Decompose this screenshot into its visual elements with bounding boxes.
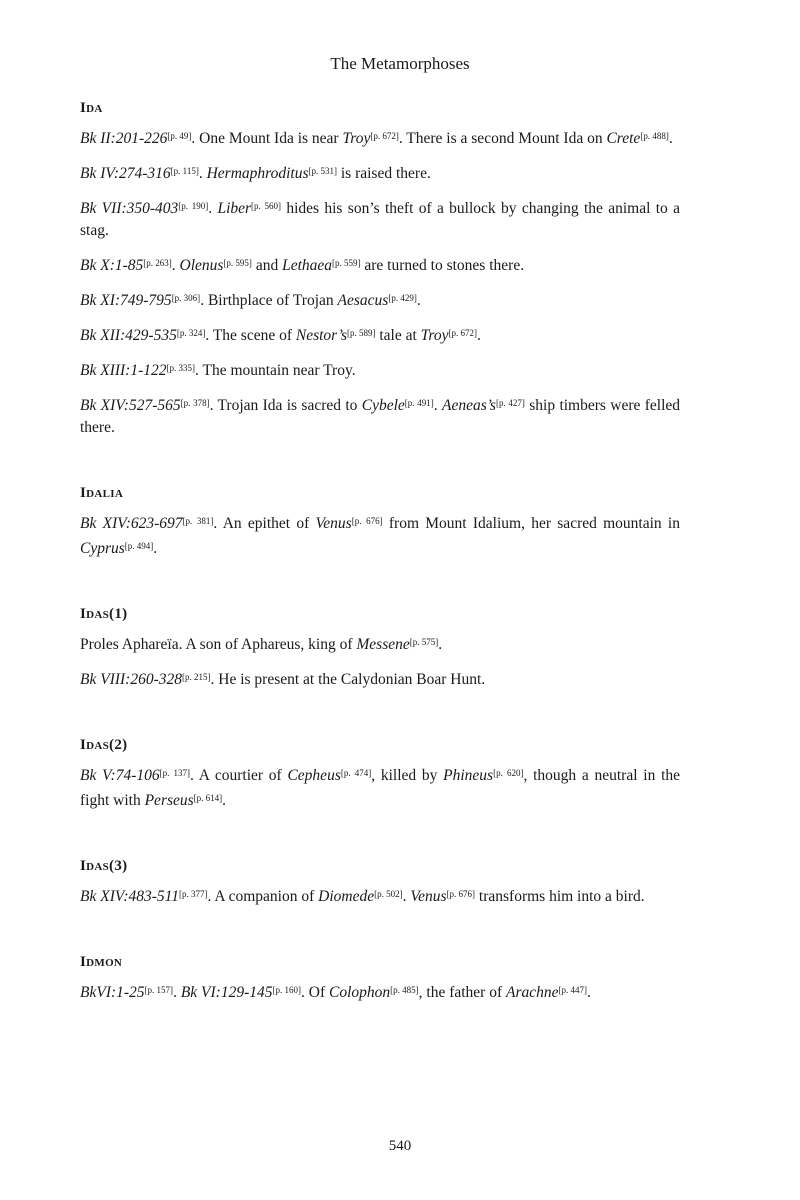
- entry-text: and: [251, 257, 283, 274]
- page-reference-link[interactable]: [p. 595]: [223, 258, 252, 268]
- entry-text: . A companion of: [207, 888, 319, 905]
- entry-heading: Ida: [80, 100, 103, 116]
- entry-paragraph: [80, 883, 680, 908]
- entry-paragraph: [80, 287, 680, 312]
- page-reference-link[interactable]: [p. 190]: [178, 201, 209, 211]
- book-reference-link[interactable]: Bk XI:749-795: [80, 292, 172, 309]
- entry-text: . A courtier of: [190, 767, 288, 784]
- cross-reference-name: Venus: [315, 515, 352, 532]
- entry-text: .: [198, 165, 207, 182]
- cross-reference-name: Hermaphroditus: [206, 165, 309, 182]
- entry-text: , the father of: [418, 984, 507, 1001]
- cross-reference-name: Troy: [342, 130, 371, 147]
- page-reference-link[interactable]: [p. 531]: [308, 166, 337, 176]
- cross-reference-name: Liber: [217, 200, 252, 217]
- book-reference-link[interactable]: Bk V:74-106: [80, 767, 160, 784]
- page-reference-link[interactable]: [p. 620]: [493, 768, 524, 778]
- entry-paragraph: [80, 195, 680, 242]
- page-reference-link[interactable]: [p. 215]: [182, 672, 211, 682]
- cross-reference-name: Cyprus: [80, 540, 125, 557]
- cross-reference-name: Venus: [410, 888, 447, 905]
- entry-heading: Idas(2): [80, 737, 128, 753]
- page-reference-link[interactable]: [p. 324]: [176, 328, 206, 338]
- book-reference-link[interactable]: Bk X:1-85: [80, 257, 144, 274]
- entry-text: .: [402, 888, 411, 905]
- entry-text: .: [173, 984, 181, 1001]
- page-reference-link[interactable]: [p. 157]: [144, 985, 174, 995]
- entry-heading: Idas(1): [80, 606, 128, 622]
- cross-reference-name: Aesacus: [337, 292, 389, 309]
- page-reference-link[interactable]: [p. 672]: [448, 328, 478, 338]
- page-reference-link[interactable]: [p. 429]: [388, 293, 417, 303]
- entry-paragraph: [80, 762, 680, 812]
- glossary-entry: [80, 858, 680, 908]
- cross-reference-name: Perseus: [144, 792, 194, 809]
- cross-reference-name: Olenus: [179, 257, 224, 274]
- cross-reference-name: Troy: [420, 327, 449, 344]
- glossary-entry: [80, 737, 680, 812]
- glossary-entry: [80, 485, 680, 560]
- page-reference-link[interactable]: [p. 427]: [495, 398, 525, 408]
- book-reference-link[interactable]: Bk IV:274-316: [80, 165, 171, 182]
- page-reference-link[interactable]: [p. 672]: [370, 131, 399, 141]
- entry-paragraph: [80, 125, 680, 150]
- entry-text: . The scene of: [205, 327, 296, 344]
- entry-text: .: [433, 397, 442, 414]
- page-reference-link[interactable]: [p. 485]: [390, 985, 419, 995]
- page-number: 540: [388, 1138, 412, 1154]
- page-reference-link[interactable]: [p. 115]: [170, 166, 199, 176]
- book-reference-link[interactable]: BkVI:1-25: [80, 984, 145, 1001]
- page-reference-link[interactable]: [p. 377]: [179, 889, 208, 899]
- cross-reference-name: Arachne: [506, 984, 559, 1001]
- page-reference-link[interactable]: [p. 306]: [171, 293, 201, 303]
- entry-text: transforms him into a bird.: [475, 888, 645, 905]
- entry-paragraph: [80, 510, 680, 560]
- entry-paragraph: [80, 160, 680, 185]
- entry-text: . One Mount Ida is near: [191, 130, 343, 147]
- entry-heading: Idas(3): [80, 858, 128, 874]
- entry-paragraph: [80, 392, 680, 439]
- running-head-title: The Metamorphoses: [330, 54, 470, 73]
- book-reference-link[interactable]: Bk VIII:260-328: [80, 671, 182, 688]
- book-reference-link[interactable]: Bk XIV:483-511: [80, 888, 179, 905]
- entry-paragraph: [80, 322, 680, 347]
- entry-text: .: [416, 292, 421, 309]
- entry-text: .: [438, 636, 443, 653]
- page-reference-link[interactable]: [p. 263]: [143, 258, 172, 268]
- cross-reference-name: Messene: [356, 636, 410, 653]
- page-reference-link[interactable]: [p. 676]: [446, 889, 476, 899]
- entry-text: .: [477, 327, 481, 344]
- book-reference-link[interactable]: Bk XIV:623-697: [80, 515, 183, 532]
- cross-reference-name: Diomede: [318, 888, 375, 905]
- book-reference-link[interactable]: Bk XIV:527-565: [80, 397, 181, 414]
- entry-text: ship timbers were felled there.: [80, 397, 681, 436]
- entry-text: from Mount Idalium, her sacred mountain in: [382, 515, 680, 532]
- entry-text: , though a neutral in the fight with: [80, 767, 681, 809]
- entry-text: .: [171, 257, 180, 274]
- glossary-content: [80, 100, 680, 1050]
- page-reference-link[interactable]: [p. 614]: [193, 793, 223, 803]
- entry-paragraph: [80, 631, 680, 656]
- entry-heading: Idalia: [80, 485, 124, 501]
- page-reference-link[interactable]: [p. 494]: [124, 541, 154, 551]
- entry-text: .: [208, 200, 218, 217]
- page-reference-link[interactable]: [p. 589]: [346, 328, 376, 338]
- page-reference-link[interactable]: [p. 502]: [374, 889, 403, 899]
- book-reference-link[interactable]: Bk XIII:1-122: [80, 362, 167, 379]
- page-reference-link[interactable]: [p. 137]: [159, 768, 191, 778]
- cross-reference-name: Cepheus: [287, 767, 341, 784]
- entry-text: .: [587, 984, 591, 1001]
- glossary-entry: [80, 954, 680, 1004]
- book-reference-link[interactable]: Bk VI:129-145: [180, 984, 273, 1001]
- entry-text: hides his son’s theft of a bullock by changing the animal to a stag.: [80, 200, 680, 239]
- entry-heading: Idmon: [80, 954, 123, 970]
- page-reference-link[interactable]: [p. 474]: [340, 768, 372, 778]
- entry-text: .: [668, 130, 673, 147]
- page-reference-link[interactable]: [p. 49]: [167, 131, 192, 141]
- entry-text: Proles Aphareïa. A son of Aphareus, king of: [80, 636, 357, 653]
- entry-text: , killed by: [371, 767, 444, 784]
- entry-text: . An epithet of: [213, 515, 316, 532]
- entry-paragraph: [80, 357, 680, 382]
- cross-reference-name: Crete: [606, 130, 641, 147]
- page-reference-link[interactable]: [p. 488]: [640, 131, 669, 141]
- entry-text: is raised there.: [337, 165, 431, 182]
- book-reference-link[interactable]: Bk XII:429-535: [80, 327, 177, 344]
- book-reference-link[interactable]: Bk VII:350-403: [80, 200, 179, 217]
- page-reference-link[interactable]: [p. 559]: [332, 258, 361, 268]
- cross-reference-name: Phineus: [443, 767, 494, 784]
- entry-text: . Of: [301, 984, 329, 1001]
- page-reference-link[interactable]: [p. 160]: [272, 985, 301, 995]
- entry-text: . The mountain near Troy.: [195, 362, 356, 379]
- entry-text: tale at: [375, 327, 421, 344]
- entry-paragraph: [80, 252, 680, 277]
- entry-text: . There is a second Mount Ida on: [398, 130, 607, 147]
- page-reference-link[interactable]: [p. 575]: [409, 637, 439, 647]
- entry-text: .: [222, 792, 227, 809]
- entry-text: are turned to stones there.: [360, 257, 525, 274]
- entry-paragraph: [80, 666, 680, 691]
- glossary-entry: [80, 606, 680, 691]
- page-reference-link[interactable]: [p. 491]: [404, 398, 434, 408]
- cross-reference-name: Colophon: [328, 984, 391, 1001]
- entry-text: . Trojan Ida is sacred to: [209, 397, 362, 414]
- cross-reference-name: Cybele: [361, 397, 405, 414]
- entry-text: . He is present at the Calydonian Boar Hunt.: [210, 671, 486, 688]
- page-reference-link[interactable]: [p. 381]: [182, 516, 214, 526]
- cross-reference-name: Lethaea: [282, 257, 333, 274]
- page-reference-link[interactable]: [p. 447]: [558, 985, 588, 995]
- page-reference-link[interactable]: [p. 676]: [351, 516, 383, 526]
- page-reference-link[interactable]: [p. 560]: [251, 201, 281, 211]
- entry-text: . Birthplace of Trojan: [200, 292, 338, 309]
- cross-reference-name: Aeneas’s: [441, 397, 496, 414]
- cross-reference-name: Nestor’s: [295, 327, 347, 344]
- book-reference-link[interactable]: Bk II:201-226: [80, 130, 168, 147]
- page-reference-link[interactable]: [p. 335]: [166, 363, 195, 373]
- glossary-entry: [80, 100, 680, 439]
- page-reference-link[interactable]: [p. 378]: [180, 398, 210, 408]
- entry-text: .: [153, 540, 158, 557]
- entry-paragraph: [80, 979, 680, 1004]
